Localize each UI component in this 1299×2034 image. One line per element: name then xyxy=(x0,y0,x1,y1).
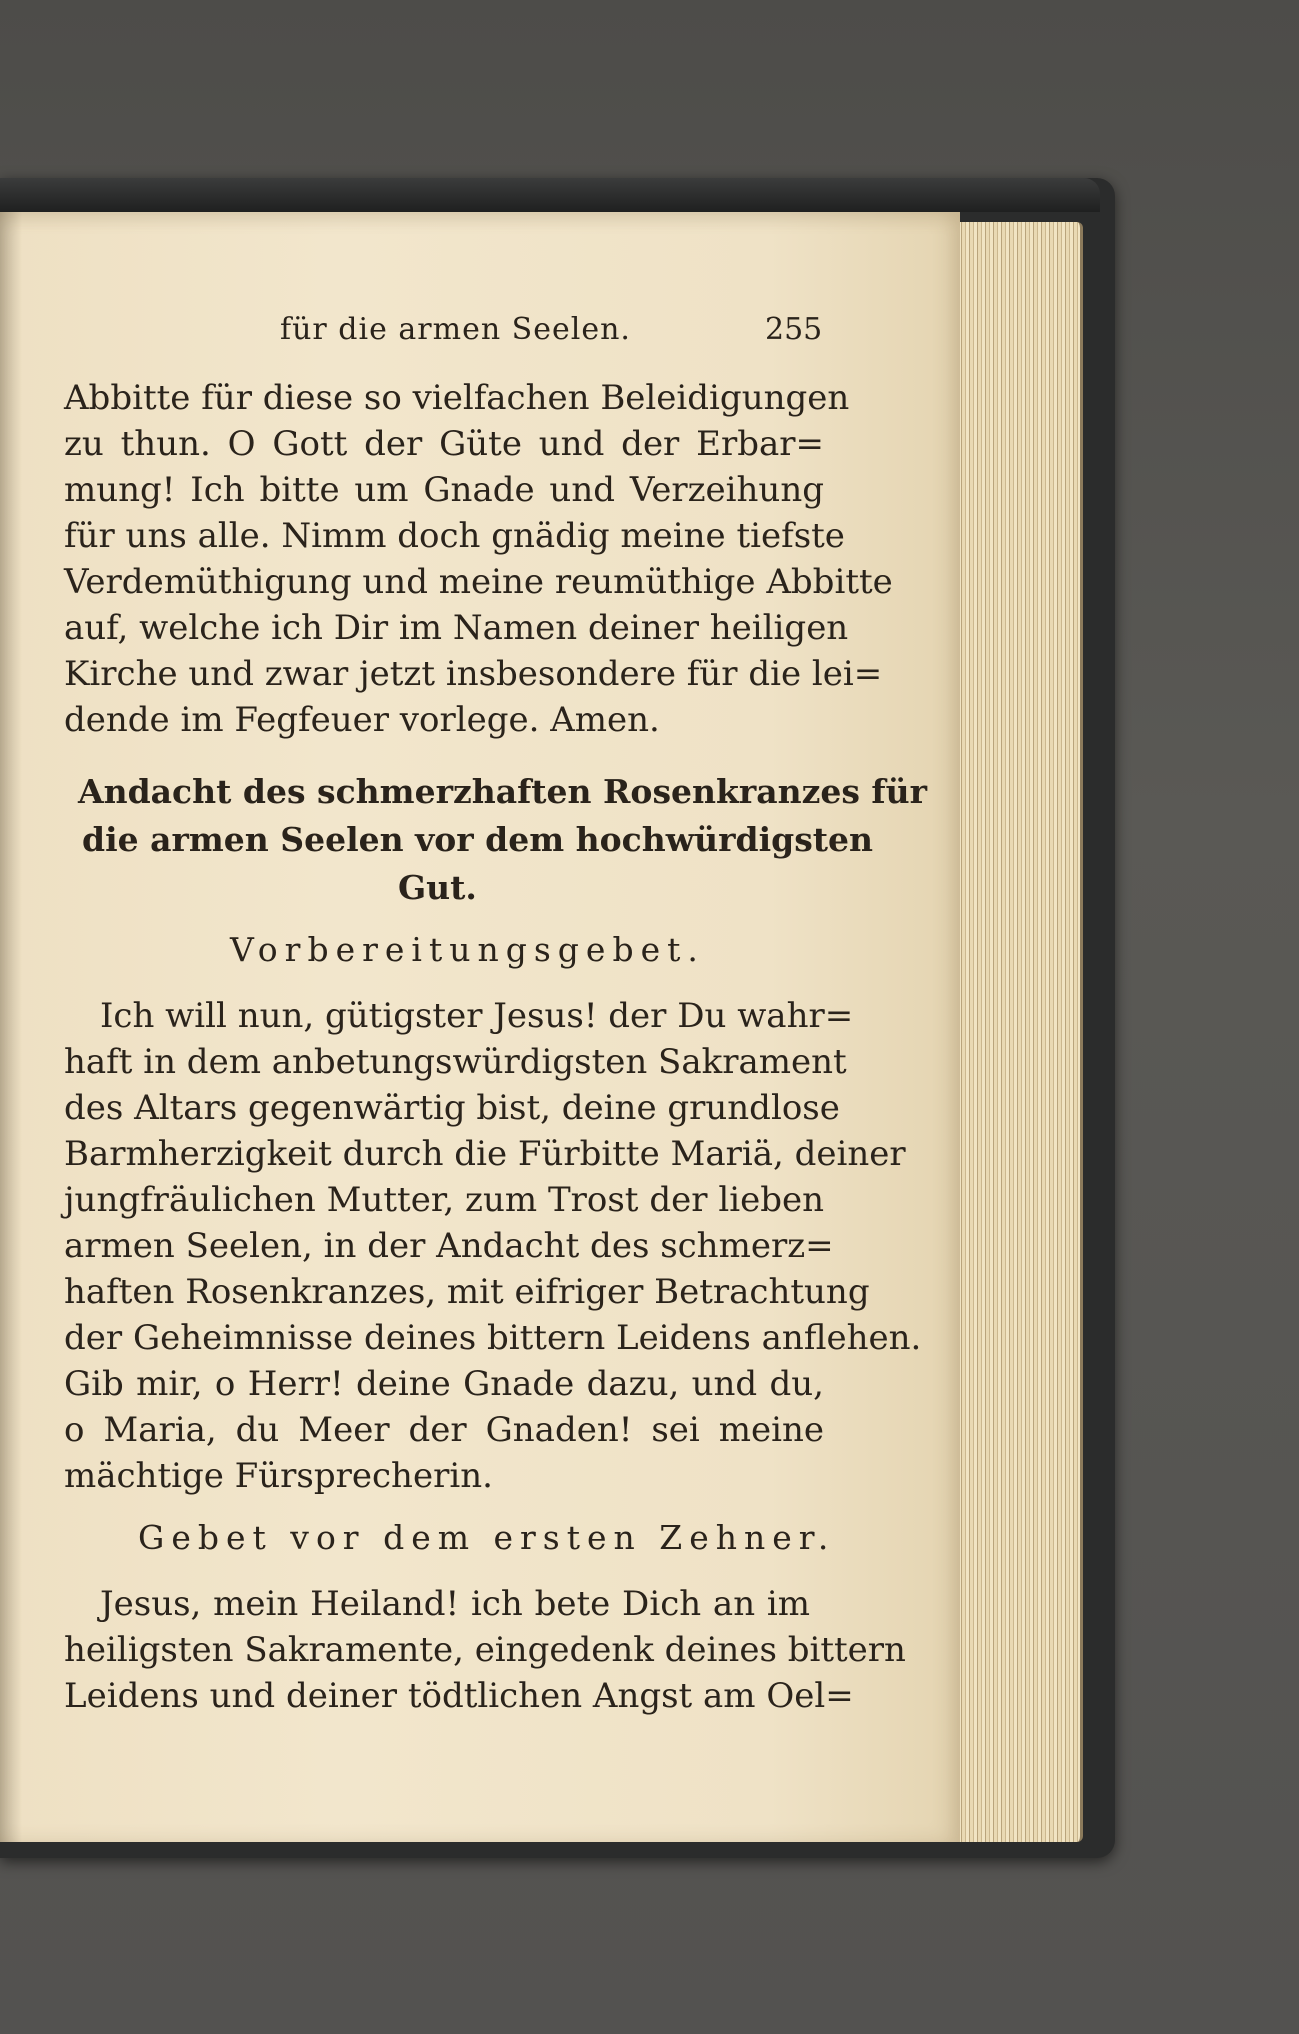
paragraph-2-line: des Altars gegenwärtig bist, deine grundlose xyxy=(64,1088,840,1128)
paragraph-1-line: für uns alle. Nimm doch gnädig meine tiefste xyxy=(64,516,845,556)
paragraph-1-line: Abbitte für diese so vielfachen Beleidigungen xyxy=(64,378,850,418)
paragraph-2-line: Ich will nun, gütigster Jesus! der Du wahr= xyxy=(100,996,854,1036)
paragraph-2-line: jungfräulichen Mutter, zum Trost der lieben xyxy=(64,1180,824,1220)
paragraph-2-line: mächtige Fürsprecherin. xyxy=(64,1456,493,1496)
paragraph-2-line: Gib mir, o Herr! deine Gnade dazu, und du, xyxy=(64,1364,824,1404)
paragraph-2-line: haften Rosenkranzes, mit eifriger Betrachtung xyxy=(64,1272,870,1312)
paragraph-3-line: Jesus, mein Heiland! ich bete Dich an im xyxy=(100,1584,810,1624)
paragraph-3-line: heiligsten Sakramente, eingedenk deines bittern xyxy=(64,1630,906,1670)
paragraph-2-line: armen Seelen, in der Andacht des schmerz= xyxy=(64,1226,834,1266)
prayer-title: Gebet vor dem ersten Zehner. xyxy=(138,1518,836,1557)
page-number: 255 xyxy=(765,312,823,347)
paragraph-2-line: o Maria, du Meer der Gnaden! sei meine xyxy=(64,1410,824,1450)
paragraph-1-line: zu thun. O Gott der Güte und der Erbar= xyxy=(64,424,824,464)
paragraph-1-line: Kirche und zwar jetzt insbesondere für die lei= xyxy=(64,654,883,694)
paragraph-1-line: dende im Fegfeuer vorlege. Amen. xyxy=(64,700,660,740)
book-cover-top-edge xyxy=(0,178,1100,212)
paragraph-2-line: haft in dem anbetungswürdigsten Sakrament xyxy=(64,1042,847,1082)
paragraph-2-line: der Geheimnisse deines bittern Leidens anflehen. xyxy=(64,1318,922,1358)
paragraph-2-line: Barmherzigkeit durch die Fürbitte Mariä, deiner xyxy=(64,1134,906,1174)
paragraph-1-line: Verdemüthigung und meine reumüthige Abbitte xyxy=(64,562,893,602)
running-head: für die armen Seelen. xyxy=(280,312,631,347)
paragraph-1-line: auf, welche ich Dir im Namen deiner heiligen xyxy=(64,608,849,648)
prayer-title: Vorbereitungsgebet. xyxy=(230,930,705,969)
paragraph-1-line: mung! Ich bitte um Gnade und Verzeihung xyxy=(64,470,824,510)
gutter-shadow xyxy=(0,212,22,1842)
section-title-line: Gut. xyxy=(398,868,477,907)
paragraph-3-line: Leidens und deiner tödtlichen Angst am Oel= xyxy=(64,1676,854,1716)
section-title-line: die armen Seelen vor dem hochwürdigsten xyxy=(82,820,874,859)
section-title-line: Andacht des schmerzhaften Rosenkranzes für xyxy=(78,772,928,811)
